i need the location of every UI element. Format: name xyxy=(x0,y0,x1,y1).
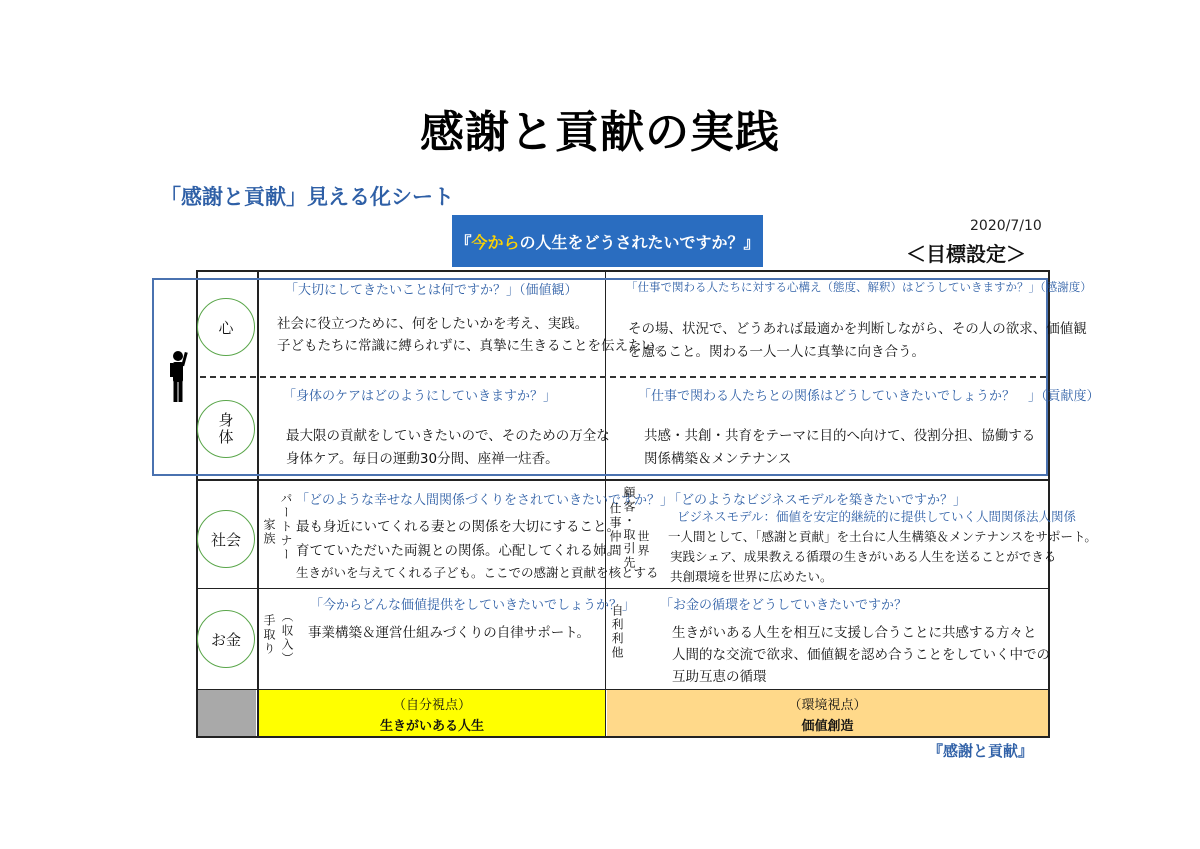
karada-left-line-1: 最大限の貢献をしていきたいので、そのための万全な xyxy=(286,428,610,444)
karada-right-question: 「仕事で関わる人たちとの関係はどうしていきたいでしょうか？ 」（貢献度） xyxy=(638,389,1100,404)
shakai-left-question: 「どのような幸せな人間関係づくりをされていきたいですか？」 xyxy=(296,493,674,508)
karada-right-line-1: 共感・共創・共育をテーマに目的へ向けて、役割分担、協働する xyxy=(644,428,1036,444)
self-view-label: （自分視点） xyxy=(392,698,471,713)
okane-left-question: 「今からどんな価値提供をしていきたいでしょうか？」 xyxy=(310,598,636,613)
env-view-label: （環境視点） xyxy=(788,698,867,713)
okane-right-line-1: 生きがいある人生を相互に支援し合うことに共感する方々と xyxy=(672,625,1037,641)
karada-label-2: 体 xyxy=(218,428,234,446)
shakai-side-partner: パートナー xyxy=(279,492,293,562)
shakai-side-right-1: 仕事仲間 xyxy=(608,502,622,558)
karada-left-question: 「身体のケアはどのようにしていきますか？」 xyxy=(283,389,557,404)
row-label-shakai: 社会 xyxy=(197,510,255,568)
okane-side-right-1: 自利利他 xyxy=(610,604,624,660)
kokoro-right-question: 「仕事で関わる人たちに対する心構え（態度、解釈）はどうしていきますか？」（感謝度） xyxy=(626,280,1092,294)
goal-label: ＜目標設定＞ xyxy=(906,242,1026,266)
kokoro-left-question: 「大切にしてきたいことは何ですか？」（価値観） xyxy=(285,283,578,298)
sheet-subtitle: 「感謝と貢献」見える化シート xyxy=(160,185,454,209)
kokoro-left-line-1: 社会に役立つために、何をしたいかを考え、実践。 xyxy=(277,316,589,332)
kokoro-left-line-2: 子どもたちに常識に縛られずに、真摯に生きることを伝えたい。 xyxy=(277,338,669,354)
banner-highlight: 今から xyxy=(471,232,520,252)
row-divider-1 xyxy=(196,479,1050,481)
mind-body-divider xyxy=(200,376,1046,378)
shakai-right-line-3: 実践シェア、成果教える循環の生きがいある人生を送ることができる xyxy=(670,549,1057,564)
shakai-left-line-1: 最も身近にいてくれる妻との関係を大切にすること。 xyxy=(296,519,620,535)
row-divider-2 xyxy=(196,588,1050,589)
row-label-kokoro: 心 xyxy=(197,298,255,356)
shakai-side-right-2: 顧客・取引先 xyxy=(622,486,636,570)
question-banner xyxy=(452,215,763,267)
banner-prefix: 『 xyxy=(455,232,472,252)
banner-rest: の人生をどうされたいですか？』 xyxy=(519,232,760,252)
row-label-okane: お金 xyxy=(197,610,255,668)
date-label: 2020/7/10 xyxy=(970,218,1042,234)
okane-left-line-1: 事業構築＆運営仕組みづくりの自律サポート。 xyxy=(308,625,591,641)
env-view-value: 価値創造 xyxy=(801,719,854,734)
shakai-right-line-1: ビジネスモデル：価値を安定的継続的に提供していく人間関係法人関係 xyxy=(677,509,1077,524)
footer-gray-cell xyxy=(198,690,256,736)
shakai-side-right-3: 世界 xyxy=(636,530,650,558)
karada-label-1: 身 xyxy=(218,410,234,429)
okane-right-line-3: 互助互恵の循環 xyxy=(672,669,767,685)
shakai-left-line-2: 育てていただいた両親との関係。心配してくれる姉。 xyxy=(296,543,620,559)
okane-right-question: 「お金の循環をどうしていきたいですか？ xyxy=(660,598,908,613)
shakai-left-line-3: 生きがいを与えてくれる子ども。ここでの感謝と貢献を核とする xyxy=(296,565,659,580)
shakai-side-family: 家族 xyxy=(262,518,276,546)
shakai-right-question: 「どのようなビジネスモデルを築きたいですか？」 xyxy=(668,493,966,508)
okane-side-left-2: （収入） xyxy=(280,610,294,666)
shakai-right-line-4: 共創環境を世界に広めたい。 xyxy=(670,569,833,584)
shakai-right-line-2: 一人間として、「感謝と貢献」を土台に人生構築＆メンテナンスをサポート。 xyxy=(668,529,1097,544)
page-title: 感謝と貢献の実践 xyxy=(420,107,780,158)
okane-side-left-1: 手取り xyxy=(262,614,276,656)
karada-right-line-2: 関係構築＆メンテナンス xyxy=(644,451,792,467)
person-icon xyxy=(168,350,188,404)
okane-right-line-2: 人間的な交流で欲求、価値観を認め合うことをしていく中での xyxy=(672,647,1050,663)
row-label-karada xyxy=(197,400,255,458)
credit-label: 『感謝と貢献』 xyxy=(928,742,1034,760)
self-view-value: 生きがいある人生 xyxy=(379,719,484,734)
footer-self-view xyxy=(259,690,605,736)
kokoro-right-line-2: を慮ること。関わる一人一人に真摯に向き合う。 xyxy=(628,344,925,360)
kokoro-right-line-1: その場、状況で、どうあれば最適かを判断しながら、その人の欲求、価値観 xyxy=(628,321,1087,337)
karada-left-line-2: 身体ケア。毎日の運動30分間、座禅一炷香。 xyxy=(286,451,559,467)
footer-env-view xyxy=(607,690,1048,736)
